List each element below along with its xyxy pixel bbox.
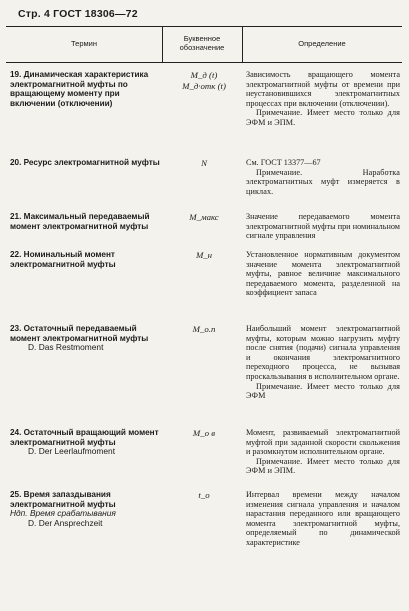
column-header-definition: Определение <box>298 38 346 48</box>
term-25 <box>10 490 162 529</box>
foreign-equivalent: D. Der Leerlaufmoment <box>28 446 116 457</box>
term-20: 20. Ресурс электромагнитной муфты <box>10 158 160 167</box>
definition-19 <box>246 70 400 128</box>
page-header: Стр. 4 ГОСТ 18306—72 <box>18 8 138 20</box>
definition-text: Наибольший момент электромагнитной муфты, которым можно нагрузить муфту после снятия (подачи) сигнала управления и окончания электромагнитного переходного процесса, не вызывая проскальзывания в исполнительном органе. <box>246 324 400 381</box>
definition-note: Примечание. Наработка электромагнитных муфт измеряется в циклах. <box>246 167 400 196</box>
symbol-23: M_о.п <box>192 324 216 334</box>
definition-note: Примечание. Имеет место только для ЭФМ и ЭПМ. <box>246 108 400 127</box>
definition-22 <box>246 250 400 298</box>
definition-25 <box>246 490 400 548</box>
term-21: 21. Максимальный передаваемый момент электромагнитной муфты <box>10 212 150 231</box>
definition-text: Зависимость вращающего момента электромагнитной муфты от времени при неустановившихся электромагнитных процессах при включении (отключении). <box>246 70 400 108</box>
definition-text: Момент, развиваемый электромагнитной муфтой при заданной скорости скольжения и разомкнутом исполнительном органе. <box>246 428 400 457</box>
definition-21 <box>246 212 400 241</box>
definition-20 <box>246 158 400 196</box>
foreign-equivalent: D. Das Restmoment <box>28 342 104 353</box>
deprecated-synonym: Ндп. Время срабатывания <box>10 508 116 519</box>
term-text: 25. Время запаздывания электромагнитной муфты <box>10 490 116 509</box>
term-22: 22. Номинальный момент электромагнитной муфты <box>10 250 116 269</box>
definition-text: См. ГОСТ 13377—67 <box>246 158 321 167</box>
header-bottom-rule <box>6 62 402 63</box>
column-header-symbol: Буквенное обозначение <box>179 34 225 52</box>
definition-24 <box>246 428 400 476</box>
symbol-20: N <box>201 158 207 168</box>
definition-text: Значение передаваемого момента электромагнитной муфты при номинальном сигнале управления <box>246 212 400 241</box>
term-text: 23. Остаточный передаваемый момент электромагнитной муфты <box>10 324 149 343</box>
symbol-22: M_н <box>195 250 213 260</box>
symbol-19: M_д (t) M_д·отк (t) <box>182 70 226 91</box>
symbol-21: M_макс <box>189 212 219 222</box>
terms-table <box>6 26 402 604</box>
term-text: 24. Остаточный вращающий момент электромагнитной муфты <box>10 428 159 447</box>
term-23 <box>10 324 162 353</box>
definition-note: Примечание. Имеет место только для ЭФМ <box>246 381 400 401</box>
term-19: 19. Динамическая характеристика электромагнитной муфты по вращающему моменту при включении (отключении) <box>10 70 149 108</box>
column-header-term: Термин <box>71 38 97 48</box>
definition-note: Примечание. Имеет место только для ЭФМ и ЭПМ. <box>246 456 400 476</box>
term-24 <box>10 428 162 457</box>
definition-text: Установленное нормативным документом значение момента электромагнитной муфты, равное величине максимального передаваемого момента, разделенной на коэффициент запаса <box>246 250 400 298</box>
symbol-25: t_о <box>198 490 210 500</box>
definition-23 <box>246 324 400 401</box>
symbol-24: M_о в <box>192 428 216 438</box>
definition-text: Интервал времени между началом изменения сигнала управления и началом нарастания переданного или вращающего момента электромагнитной муфты, определяемый по динамической характеристике <box>246 490 400 547</box>
foreign-equivalent: D. Der Ansprechzeit <box>28 518 103 529</box>
